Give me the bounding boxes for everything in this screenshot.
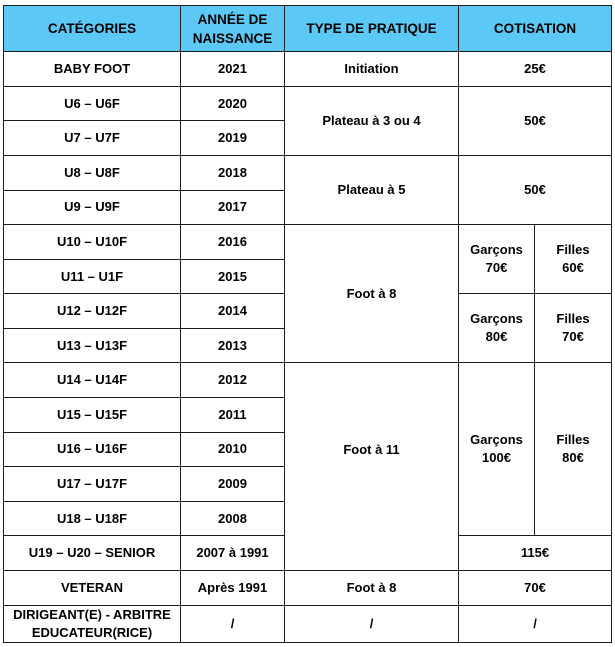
fee-boys-cell	[459, 294, 535, 363]
girls-label: Filles	[556, 311, 590, 327]
table-row	[4, 155, 612, 190]
fee-boys-cell	[459, 225, 535, 294]
birth-year-cell: 2007 à 1991	[181, 536, 285, 571]
category-cell: U6 – U6F	[4, 86, 181, 121]
fee-girls-cell	[535, 294, 612, 363]
practice-cell: Initiation	[285, 52, 459, 87]
category-cell: U15 – U15F	[4, 398, 181, 433]
birth-year-cell: 2014	[181, 294, 285, 329]
girls-label: Filles	[556, 242, 590, 258]
practice-label: Foot à 11	[343, 441, 400, 457]
boys-amount: 70€	[485, 260, 508, 276]
category-cell: U16 – U16F	[4, 432, 181, 467]
category-cell: BABY FOOT	[4, 52, 181, 87]
birth-year-cell: 2016	[181, 225, 285, 260]
practice-cell: /	[285, 605, 459, 642]
birth-year-cell: 2020	[181, 86, 285, 121]
birth-year-cell: 2018	[181, 155, 285, 190]
fee-cell: 50€	[459, 86, 612, 155]
header-birth-year	[181, 6, 285, 52]
category-cell: U18 – U18F	[4, 501, 181, 536]
fee-cell: 115€	[459, 536, 612, 571]
practice-cell	[285, 363, 459, 571]
birth-year-cell: Après 1991	[181, 571, 285, 606]
boys-amount: 80€	[485, 329, 508, 345]
category-cell: U8 – U8F	[4, 155, 181, 190]
table-row	[4, 86, 612, 121]
boys-label: Garçons	[470, 432, 523, 448]
girls-label: Filles	[556, 432, 590, 448]
category-line1: DIRIGEANT(E) - ARBITRE	[13, 606, 171, 622]
birth-year-cell: 2009	[181, 467, 285, 502]
category-cell: VETERAN	[4, 571, 181, 606]
birth-year-cell: 2011	[181, 398, 285, 433]
category-cell: U13 – U13F	[4, 328, 181, 363]
table-row	[4, 605, 612, 642]
birth-year-cell: 2015	[181, 259, 285, 294]
girls-amount: 80€	[562, 450, 584, 466]
category-cell: U9 – U9F	[4, 190, 181, 225]
birth-year-cell: 2021	[181, 52, 285, 87]
birth-year-cell: /	[181, 605, 285, 642]
category-cell: U10 – U10F	[4, 225, 181, 260]
fee-girls-cell	[535, 225, 612, 294]
fee-cell: /	[459, 605, 612, 642]
boys-label: Garçons	[470, 242, 523, 258]
fee-boys-cell	[459, 363, 535, 536]
birth-year-cell: 2013	[181, 328, 285, 363]
birth-year-cell: 2019	[181, 121, 285, 156]
fees-table	[3, 5, 612, 643]
header-categories: CATÉGORIES	[4, 6, 181, 52]
practice-cell: Foot à 8	[285, 571, 459, 606]
header-row	[4, 6, 612, 52]
fee-cell: 25€	[459, 52, 612, 87]
category-cell: U19 – U20 – SENIOR	[4, 536, 181, 571]
practice-cell: Foot à 8	[285, 225, 459, 363]
table-row	[4, 52, 612, 87]
girls-amount: 60€	[562, 260, 584, 276]
fee-cell: 50€	[459, 155, 612, 224]
practice-cell: Plateau à 5	[285, 155, 459, 224]
header-practice-type: TYPE DE PRATIQUE	[285, 6, 459, 52]
fee-girls-cell	[535, 363, 612, 536]
category-cell: U14 – U14F	[4, 363, 181, 398]
fee-cell: 70€	[459, 571, 612, 606]
birth-year-cell: 2010	[181, 432, 285, 467]
girls-amount: 70€	[562, 329, 584, 345]
practice-cell: Plateau à 3 ou 4	[285, 86, 459, 155]
table-row	[4, 225, 612, 260]
boys-amount: 100€	[482, 450, 511, 466]
category-line2: EDUCATEUR(RICE)	[31, 624, 153, 640]
birth-year-cell: 2008	[181, 501, 285, 536]
birth-year-cell: 2017	[181, 190, 285, 225]
category-cell: U12 – U12F	[4, 294, 181, 329]
header-birth-year-line2: NAISSANCE	[192, 30, 273, 46]
header-birth-year-line1: ANNÉE DE	[197, 11, 268, 27]
birth-year-cell: 2012	[181, 363, 285, 398]
table-row	[4, 571, 612, 606]
category-cell: U11 – U1F	[4, 259, 181, 294]
header-fee: COTISATION	[459, 6, 612, 52]
category-cell: U17 – U17F	[4, 467, 181, 502]
boys-label: Garçons	[470, 311, 523, 327]
category-cell	[4, 605, 181, 642]
table-row	[4, 363, 612, 398]
category-cell: U7 – U7F	[4, 121, 181, 156]
